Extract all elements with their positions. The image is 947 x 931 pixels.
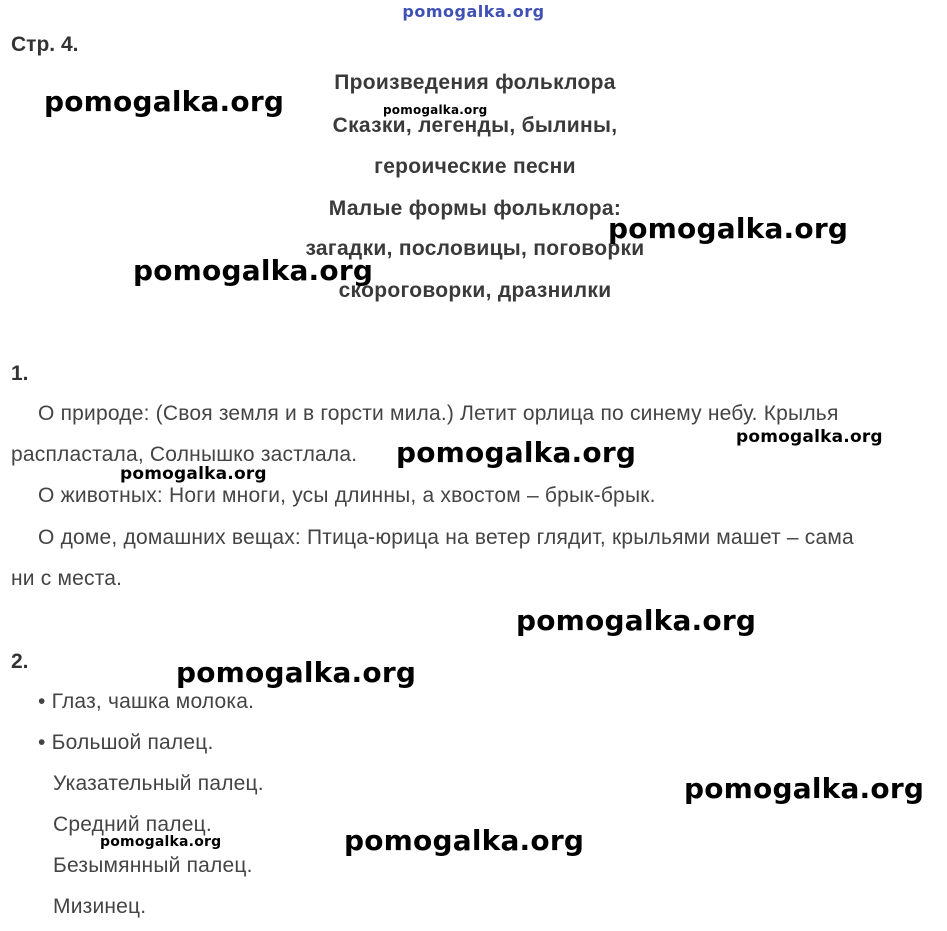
watermark: pomogalka.org xyxy=(44,85,285,118)
scheme-line: скороговорки, дразнилки xyxy=(338,279,612,302)
watermark: pomogalka.org xyxy=(684,772,925,805)
task-2-line: Безымянный палец. xyxy=(53,854,253,877)
task-2-line: Мизинец. xyxy=(53,895,147,918)
task-2-line: • Глаз, чашка молока. xyxy=(38,690,255,713)
watermark: pomogalka.org xyxy=(120,464,267,484)
scheme-line: Сказки, легенды, былины, xyxy=(332,114,618,137)
task-2-line: • Большой палец. xyxy=(38,731,214,754)
task-1-line: О природе: (Своя земля и в горсти мила.) Летит орлица по синему небу. Крылья xyxy=(38,402,839,425)
top-watermark: pomogalka.org xyxy=(402,2,545,21)
watermark: pomogalka.org xyxy=(344,824,585,857)
task-1-number: 1. xyxy=(11,362,29,385)
task-1-line: распластала, Солнышко застлала. xyxy=(11,443,358,466)
task-2-line: Указательный палец. xyxy=(53,772,264,795)
watermark: pomogalka.org xyxy=(736,427,883,447)
task-1-line: О животных: Ноги многи, усы длинны, а хвостом – брык-брык. xyxy=(38,484,656,507)
watermark: pomogalka.org xyxy=(516,604,757,637)
page-number: Стр. 4. xyxy=(11,33,79,56)
scheme-line: героические песни xyxy=(374,155,576,178)
task-2-number: 2. xyxy=(11,650,29,673)
scheme-line: загадки, пословицы, поговорки xyxy=(305,237,645,260)
task-1-line: О доме, домашних вещах: Птица-юрица на ветер глядит, крыльями машет – сама xyxy=(38,526,854,549)
watermark: pomogalka.org xyxy=(383,103,488,117)
scheme-line: Произведения фольклора xyxy=(334,71,616,94)
watermark: pomogalka.org xyxy=(176,656,417,689)
watermark: pomogalka.org xyxy=(100,834,222,850)
watermark: pomogalka.org xyxy=(133,254,374,287)
task-1-line: ни с места. xyxy=(11,567,123,590)
watermark: pomogalka.org xyxy=(396,436,637,469)
watermark: pomogalka.org xyxy=(608,212,849,245)
scheme-line: Малые формы фольклора: xyxy=(328,197,622,220)
task-2-line: Средний палец. xyxy=(53,813,212,836)
